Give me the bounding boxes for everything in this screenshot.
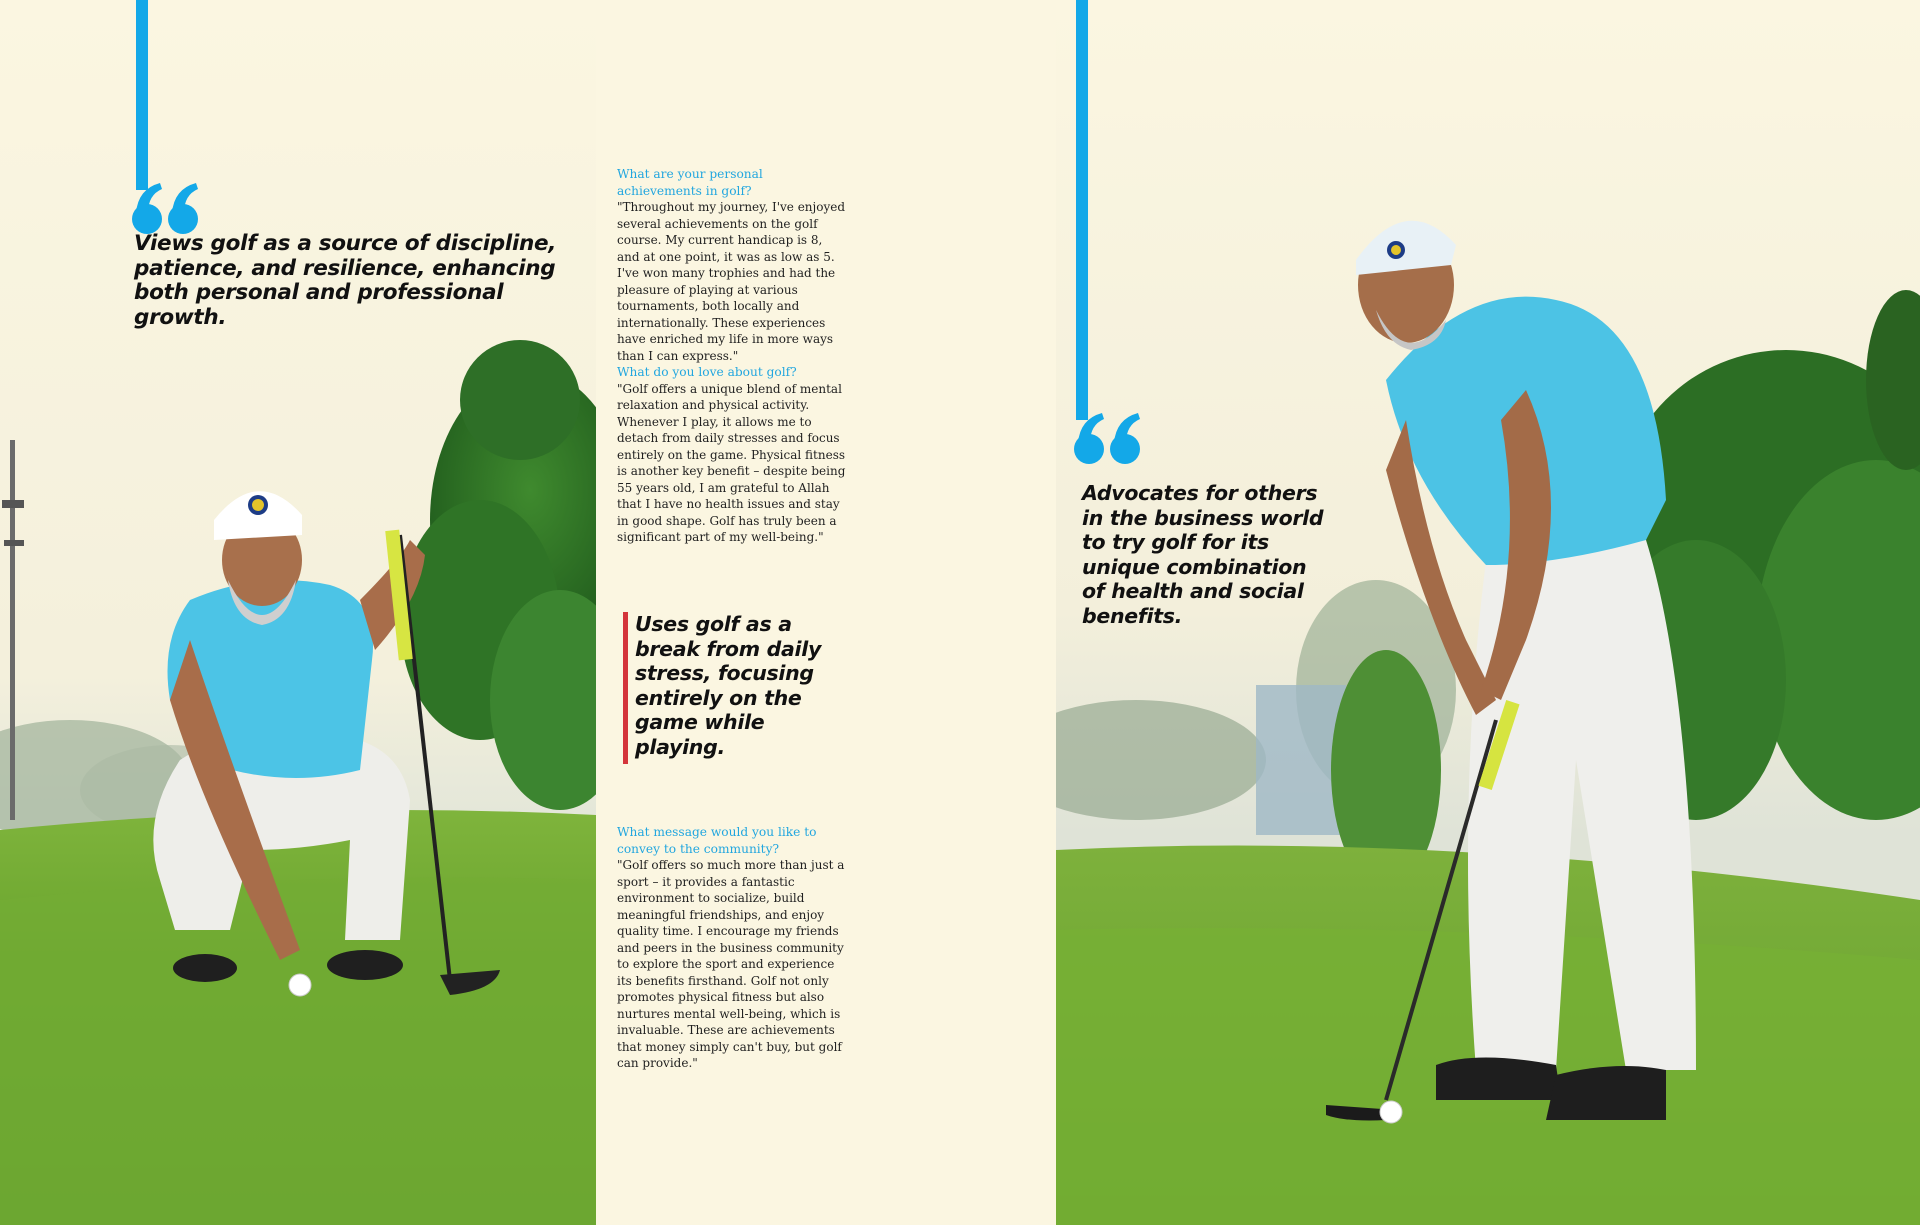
interview-question: What are your personal achievements in golf? — [617, 167, 763, 198]
interview-answer: "Golf offers so much more than just a sport – it provides a fantastic environment to socialize, build meaningful friendships, and enjoy quality time. I encourage my friends and peers in the business community to explore the sport and experience its benefits firsthand. Golf not only promotes physical fitness but also nurtures mental well-being, which is invaluable. These are achievements that money simply can't buy, but golf can provide." — [617, 858, 845, 1070]
interview-question: What do you love about golf? — [617, 365, 797, 379]
interview-answer: "Throughout my journey, I've enjoyed several achievements on the golf course. My current handicap is 8, and at one point, it was as low as 5. I've won many trophies and had the pleasure of playing at various tournaments, both locally and internationally. These experiences have enriched my life in more ways than I can express." — [617, 200, 846, 363]
quote-mark-icon — [1074, 413, 1146, 470]
golfer-crouching-photo — [0, 0, 596, 1225]
interview-block-achievements — [617, 166, 847, 364]
pull-quote-discipline: Views golf as a source of discipline, patience, and resilience, enhancing both personal and professional growth. — [134, 231, 557, 330]
pull-quote-stress-break: Uses golf as a break from daily stress, focusing entirely on the game while playing. — [635, 612, 822, 759]
blue-vertical-rule — [136, 0, 148, 190]
blue-vertical-rule — [1076, 0, 1088, 420]
pull-quote-advocates: Advocates for others in the business world to try golf for its unique combination of health and social benefits. — [1082, 481, 1324, 628]
interview-block-love-golf — [617, 364, 847, 546]
interview-block-message — [617, 824, 847, 1072]
interview-answer: "Golf offers a unique blend of mental relaxation and physical activity. Whenever I play, it allows me to detach from daily stresses and focus entirely on the game. Physical fitness is another key benefit – despite being 55 years old, I am grateful to Allah that I have no health issues and stay in good shape. Golf has truly been a significant part of my well-being." — [617, 381, 846, 544]
red-accent-rule — [623, 612, 628, 764]
interview-question: What message would you like to convey to the community? — [617, 825, 817, 856]
